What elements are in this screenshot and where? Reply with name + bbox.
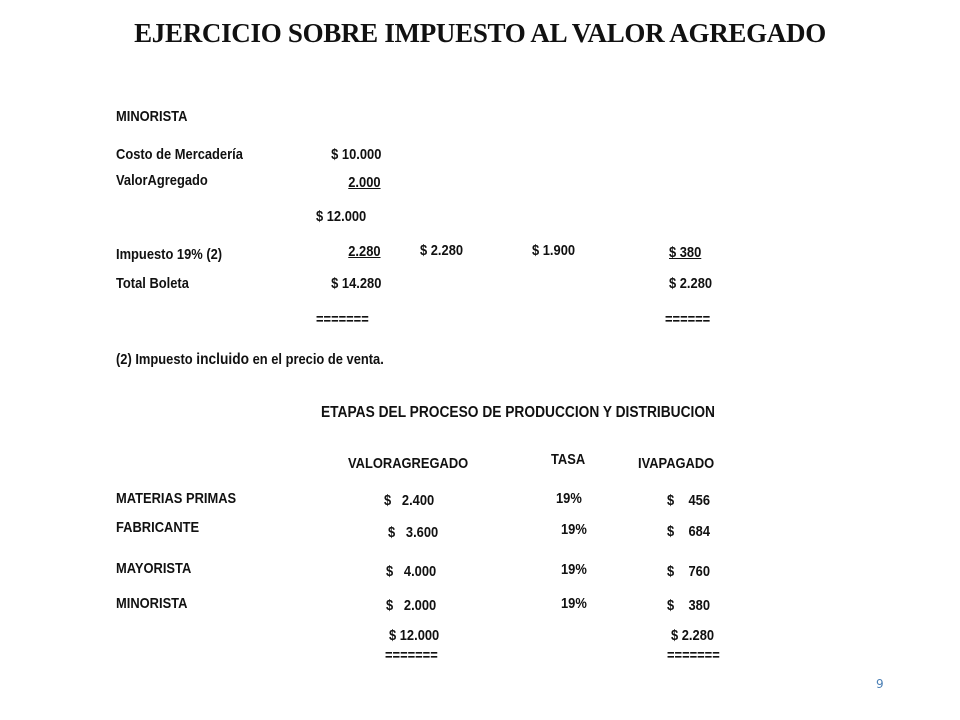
stage-name: MINORISTA	[116, 595, 188, 612]
stage-name: MATERIAS PRIMAS	[116, 490, 237, 507]
costo-label: Costo de Mercadería	[116, 146, 243, 163]
stage-name: FABRICANTE	[116, 519, 200, 536]
stage-valor: $ 2.000	[386, 597, 437, 614]
stage-tasa: 19%	[556, 490, 582, 507]
stage-valor: $ 2.400	[384, 492, 435, 509]
stage-iva: $ 380	[667, 597, 711, 614]
total-boleta-value: $ 14.280	[330, 275, 381, 292]
valor-agregado-value: 2.000	[348, 174, 381, 191]
equals-left: =======	[316, 311, 369, 328]
col-valor-agregado: VALORAGREGADO	[348, 455, 469, 472]
stages-total-valor: $ 12.000	[389, 627, 440, 644]
impuesto-col4: $ 380	[669, 244, 702, 261]
stages-heading: ETAPAS DEL PROCESO DE PRODUCCION Y DISTRIBUCION	[320, 404, 715, 421]
stages-equals-left: =======	[385, 647, 438, 664]
footnote-prefix: (2) Impuesto	[116, 351, 197, 368]
stage-iva: $ 760	[667, 563, 711, 580]
stage-valor: $ 4.000	[386, 563, 437, 580]
stage-tasa: 19%	[561, 595, 587, 612]
stage-valor: $ 3.600	[388, 524, 439, 541]
stage-tasa: 19%	[561, 561, 587, 578]
equals-right: ======	[665, 311, 711, 328]
subtotal-value: $ 12.000	[316, 208, 367, 225]
stage-name: MAYORISTA	[116, 560, 192, 577]
impuesto-value: 2.280	[348, 243, 381, 260]
stages-equals-right: =======	[667, 647, 720, 664]
footnote-suffix: en el precio de venta.	[249, 351, 384, 368]
impuesto-label: Impuesto 19% (2)	[116, 246, 223, 263]
minorista-heading: MINORISTA	[116, 108, 188, 125]
valor-agregado-label: ValorAgregado	[116, 172, 208, 189]
col-tasa: TASA	[551, 451, 586, 468]
total-boleta-label: Total Boleta	[116, 275, 189, 292]
stage-tasa: 19%	[561, 521, 587, 538]
stage-iva: $ 456	[667, 492, 711, 509]
footnote-emphasis: incluido	[196, 351, 250, 368]
costo-value: $ 10.000	[330, 146, 381, 163]
page-number: 9	[876, 677, 884, 691]
page-title: EJERCICIO SOBRE IMPUESTO AL VALOR AGREGADO	[134, 18, 826, 48]
stages-total-iva: $ 2.280	[671, 627, 715, 644]
col-iva-pagado: IVAPAGADO	[638, 455, 715, 472]
footnote	[116, 351, 384, 369]
total-boleta-col4: $ 2.280	[669, 275, 713, 292]
impuesto-col2: $ 2.280	[420, 242, 464, 259]
stage-iva: $ 684	[667, 523, 711, 540]
impuesto-col3: $ 1.900	[532, 242, 576, 259]
